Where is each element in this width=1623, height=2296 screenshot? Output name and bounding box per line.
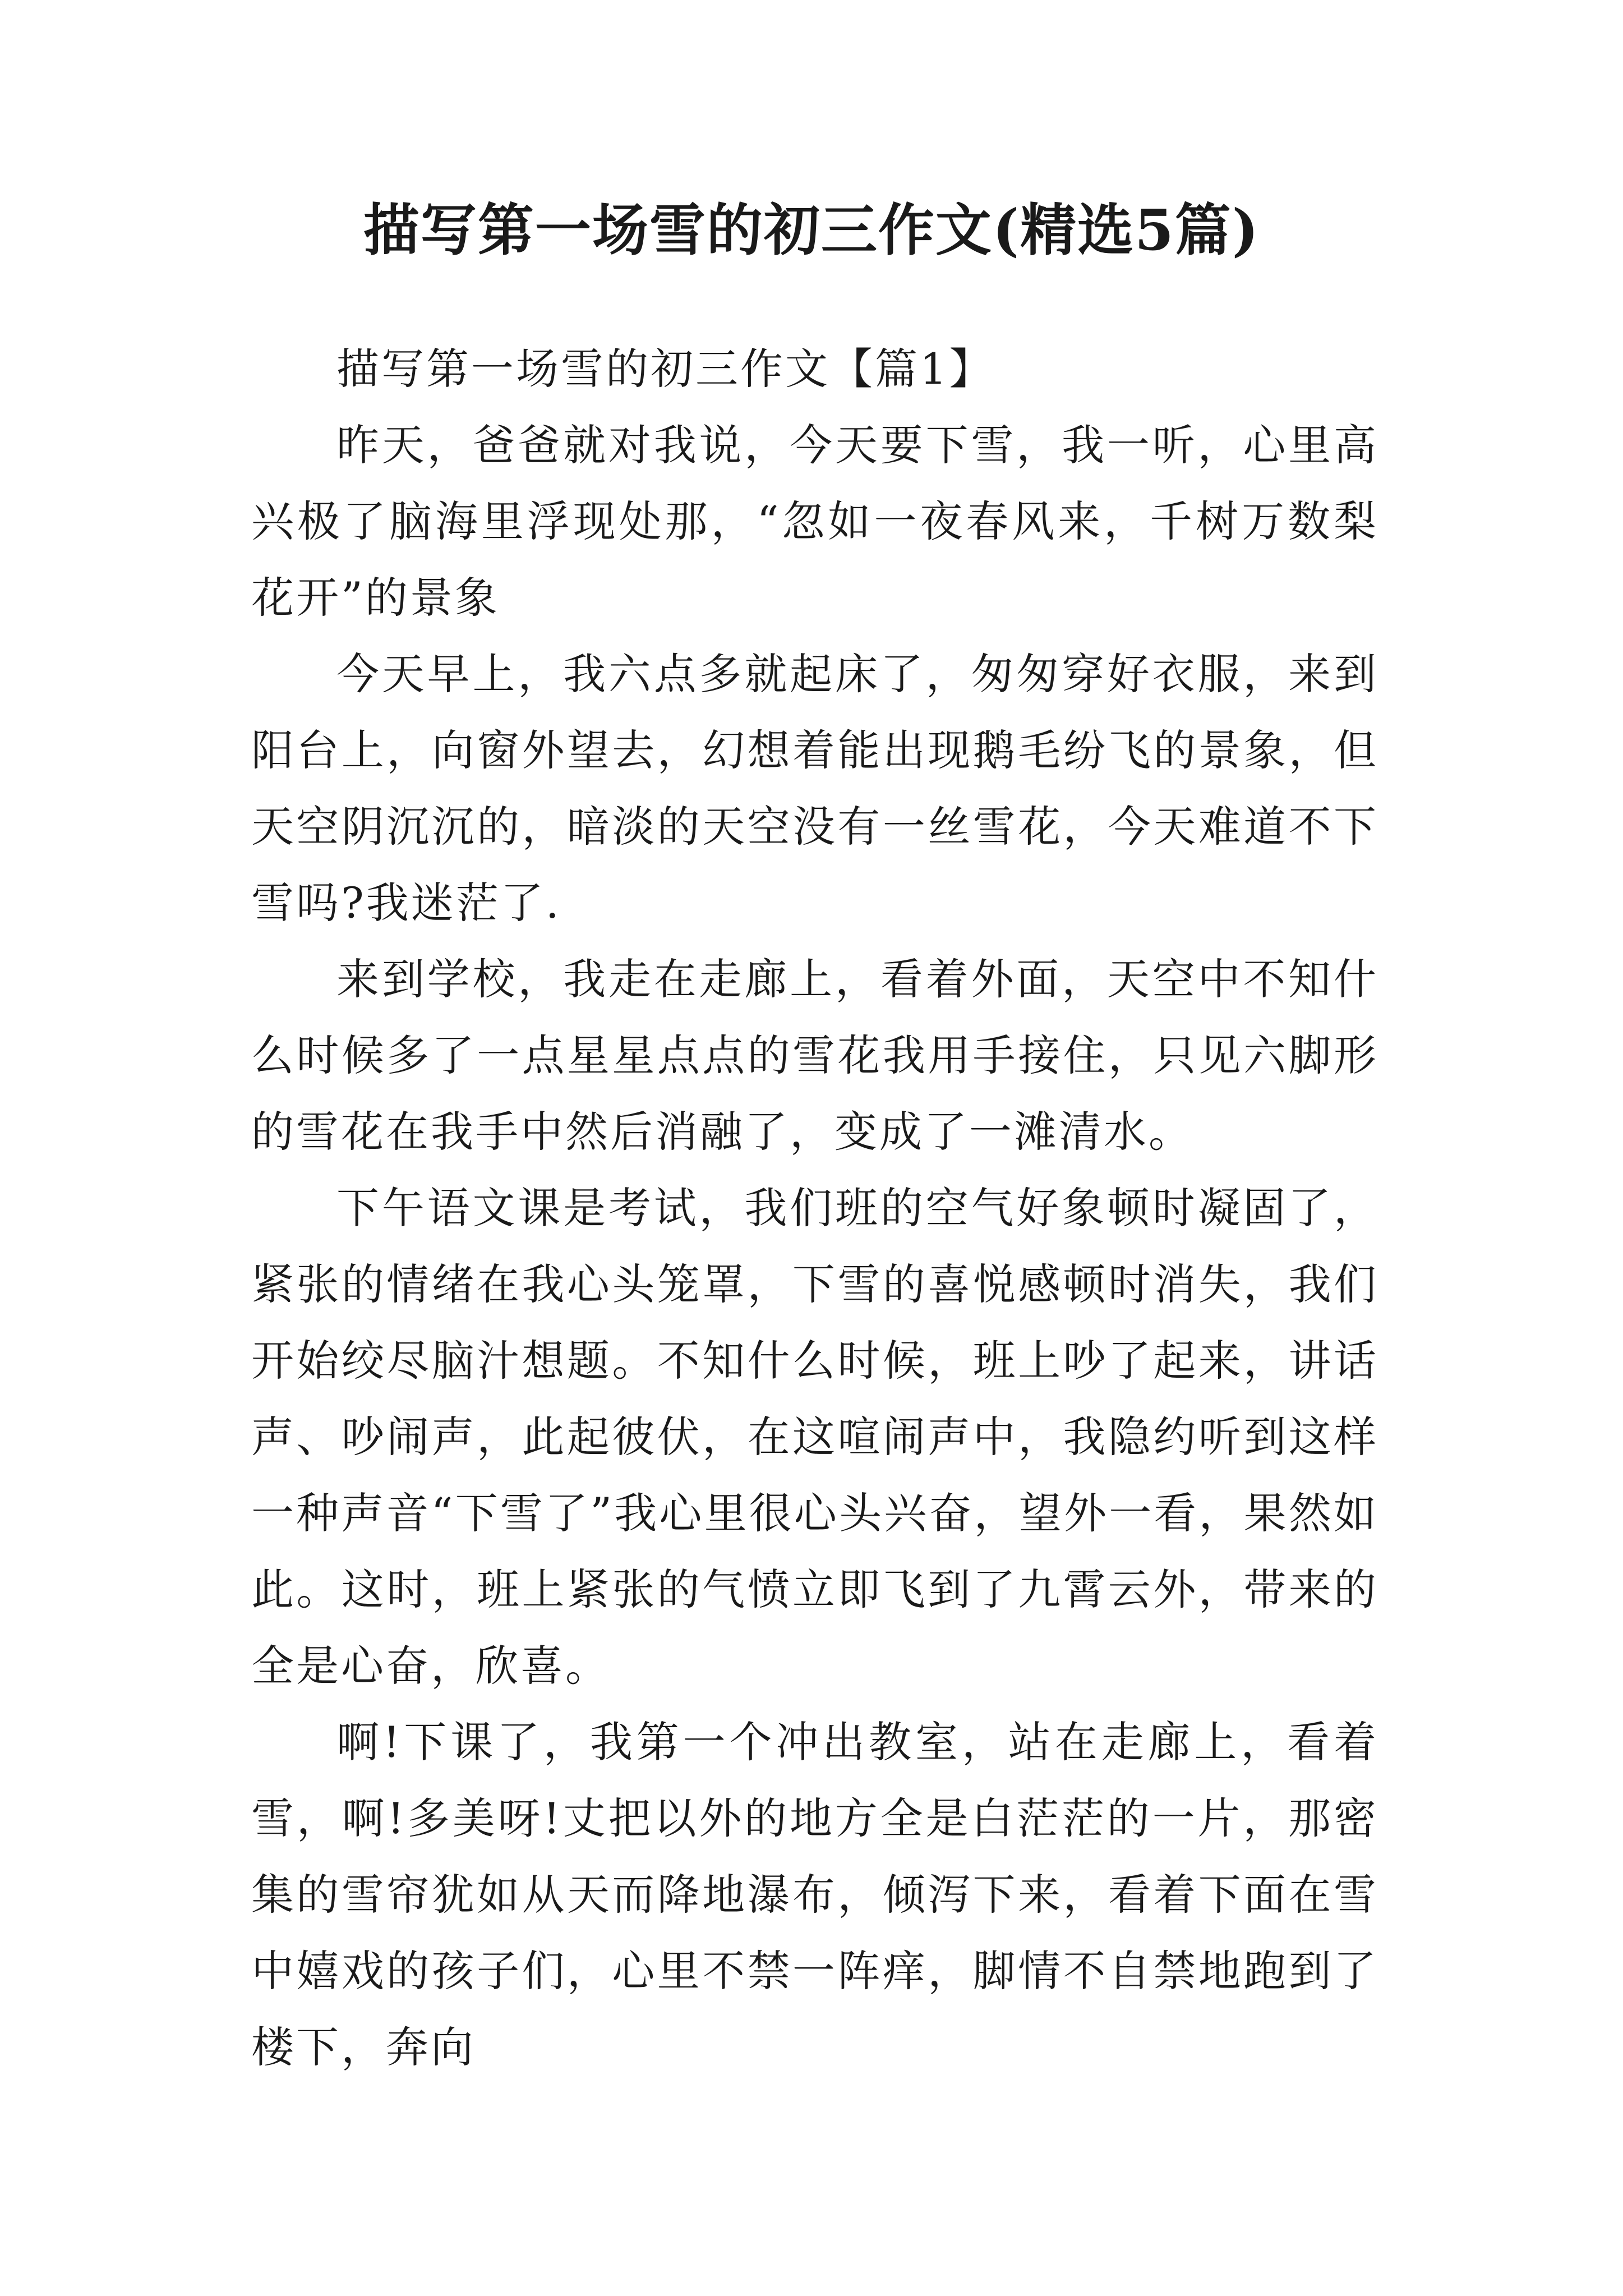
paragraph-1: 昨天，爸爸就对我说，今天要下雪，我一听，心里高兴极了脑海里浮现处那，“忽如一夜春风来，千树万数梨花开”的景象 <box>251 420 1378 623</box>
paragraph-2: 今天早上，我六点多就起床了，匆匆穿好衣服，来到阳台上，向窗外望去，幻想着能出现鹅毛纷飞的景象，但天空阴沉沉的，暗淡的天空没有一丝雪花，今天难道不下雪吗?我迷茫了. <box>251 649 1378 928</box>
document-title: 描写第一场雪的初三作文(精选5篇) <box>363 197 1260 263</box>
paragraph-5: 啊!下课了，我第一个冲出教室，站在走廊上，看着雪，啊!多美呀!丈把以外的地方全是白茫茫的一片，那密集的雪帘犹如从天而降地瀑布，倾泻下来，看着下面在雪中嬉戏的孩子们，心里不禁一阵痒，脚情不自禁地跑到了楼下，奔向 <box>251 1717 1378 2072</box>
paragraph-3: 来到学校，我走在走廊上，看着外面，天空中不知什么时候多了一点星星点点的雪花我用手接住，只见六脚形的雪花在我手中然后消融了，变成了一滩清水。 <box>251 954 1378 1157</box>
paragraph-4: 下午语文课是考试，我们班的空气好象顿时凝固了，紧张的情绪在我心头笼罩，下雪的喜悦感顿时消失，我们开始绞尽脑汁想题。不知什么时候，班上吵了起来，讲话声、吵闹声，此起彼伏，在这喧闹声中，我隐约听到这样一种声音“下雪了”我心里很心头兴奋，望外一看，果然如此。这时，班上紧张的气愤立即飞到了九霄云外，带来的全是心奋，欣喜。 <box>251 1183 1378 1691</box>
document-body <box>251 331 1378 2086</box>
section-heading: 描写第一场雪的初三作文【篇1】 <box>336 344 994 394</box>
